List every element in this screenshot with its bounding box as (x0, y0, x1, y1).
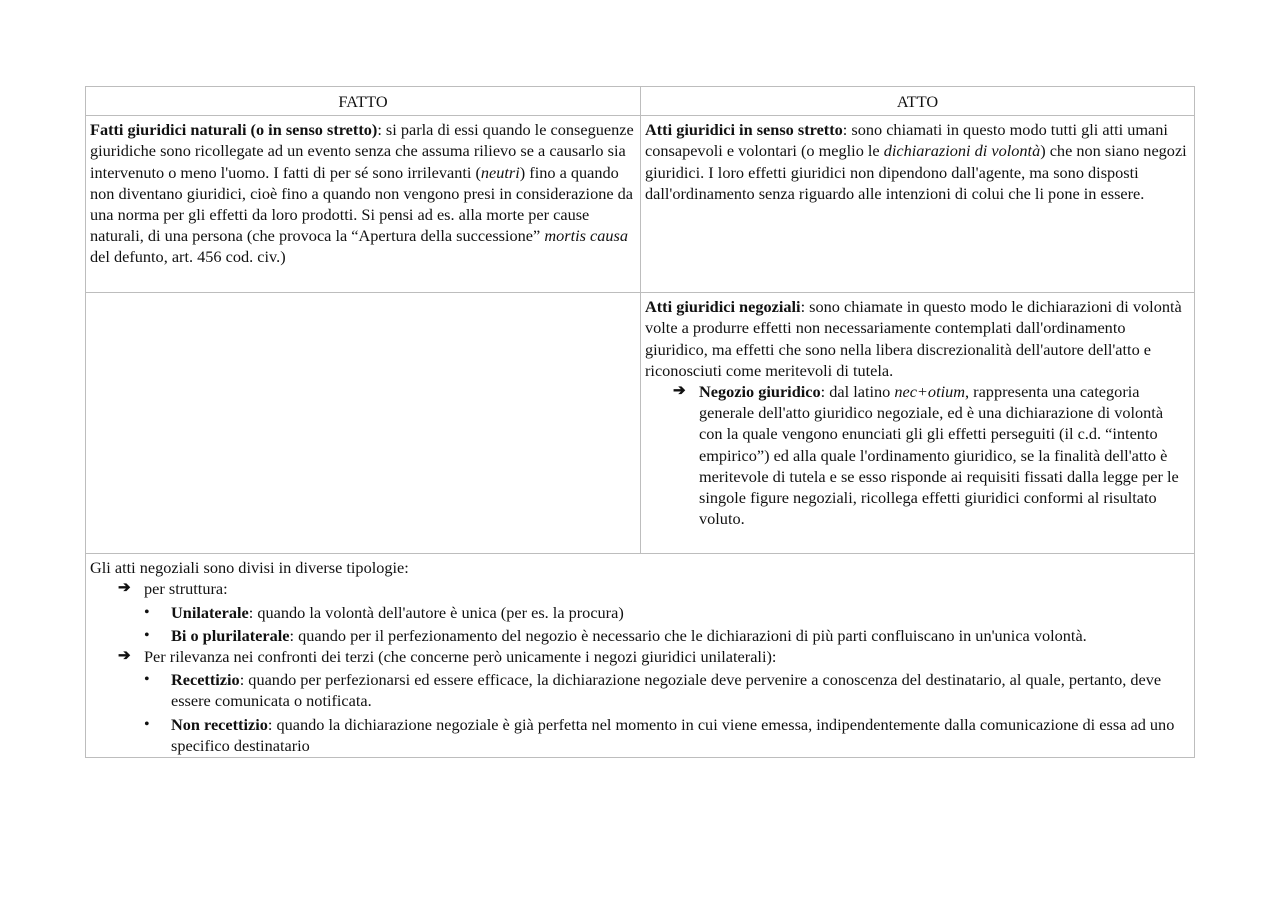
text-mortis-causa: mortis causa (544, 226, 629, 246)
group-rilevanza-label: Per rilevanza nei confronti dei terzi (che concerne però unicamente i negozi giuridici unilaterali): (144, 647, 777, 667)
text-fatti-1: : si parla di essi quando le conseguenze giuridiche sono ricollegate ad un evento senza che assuma rilievo se a causarlo sia intervenuto o meno l'uomo. I fatti di per sé sono irrilevanti ( (90, 120, 634, 182)
term-unilaterale: Unilaterale (171, 602, 249, 622)
text-plurilaterale: : quando per il perfezionamento del negozio è necessario che le dichiarazioni di più parti confluiscano in un'unica volontà. (289, 625, 1087, 645)
header-atto: ATTO (641, 87, 1195, 116)
text-nec-otium: nec+otium (894, 382, 966, 402)
arrow-icon: ➔ (118, 648, 131, 665)
text-atti-2: ) che non siano negozi giuridici. I loro effetti giuridici non dipendono dall'agente, ma sono disposti dall'ordinamento senza riguardo alle intenzioni di colui che li pone in essere. (645, 141, 1187, 203)
text-non-recettizio: : quando la dichiarazione negoziale è già perfetta nel momento in cui viene emessa, indipendentemente dalla comunicazione di essa ad uno specifico destinatario (171, 714, 1175, 755)
bullet-icon: • (144, 715, 150, 733)
cell-tipologie (86, 554, 1195, 758)
text-negozio-2: , rappresenta una categoria generale dell'atto giuridico negoziale, ed è una dichiarazione di volontà con la quale vengono enunciati gli gli effetti perseguiti (il c.d. “intento empirico”) ed alla quale l'ordinamento giuridico, se la finalità dell'atto è meritevole di tutela e se esso risponde ai requisiti fissati dalla legge per le singole figure negoziali, ricollega effetti giuridici conformi al risultato voluto. (699, 382, 1179, 529)
group-rilevanza (90, 646, 1190, 667)
row-fatti-naturali (86, 116, 1195, 293)
text-dichiarazioni: dichiarazioni di volontà (883, 141, 1041, 161)
term-recettizio: Recettizio (171, 670, 240, 690)
group-struttura (90, 578, 1190, 599)
term-plurilaterale: Bi o plurilaterale (171, 625, 290, 645)
term-atti-senso-stretto: Atti giuridici in senso stretto (645, 120, 843, 140)
item-non-recettizio (90, 714, 1190, 756)
header-row (86, 87, 1195, 116)
bullet-icon: • (144, 603, 150, 621)
text-negoziali-1: : sono chiamate in questo modo le dichiarazioni di volontà volte a produrre effetti non necessariamente contemplati dall'ordinamento giuridico, ma effetti che sono nella libera discrezionalità dell'autore dell'atto e riconosciuti come meritevoli di tutela. (645, 297, 1182, 380)
header-fatto: FATTO (86, 87, 641, 116)
cell-fatti-naturali (86, 116, 641, 293)
item-recettizio (90, 669, 1190, 711)
term-non-recettizio: Non recettizio (171, 714, 268, 734)
arrow-icon: ➔ (118, 580, 131, 597)
text-recettizio: : quando per perfezionarsi ed essere efficace, la dichiarazione negoziale deve pervenire a conoscenza del destinatario, al quale, pertanto, deve essere comunicata o notificata. (171, 670, 1162, 711)
item-unilaterale (90, 602, 1190, 623)
text-unilaterale: : quando la volontà dell'autore è unica (per es. la procura) (248, 602, 624, 622)
row-tipologie (86, 554, 1195, 758)
bullet-icon: • (144, 626, 150, 644)
arrow-icon: ➔ (673, 383, 686, 400)
item-plurilaterale (90, 625, 1190, 646)
group-struttura-label: per struttura: (144, 579, 228, 599)
text-fatti-3: del defunto, art. 456 cod. civ.) (90, 247, 286, 267)
cell-empty (86, 293, 641, 554)
term-atti-negoziali: Atti giuridici negoziali (645, 297, 801, 317)
fatto-atto-table (85, 86, 1195, 758)
text-neutri: neutri (480, 162, 520, 182)
text-atti-1: : sono chiamati in questo modo tutti gli atti umani consapevoli e volontari (o meglio le (645, 120, 1168, 161)
negozio-giuridico-item (645, 381, 1190, 529)
tipologie-intro: Gli atti negoziali sono divisi in diverse tipologie: (90, 558, 409, 578)
text-fatti-2: ) fino a quando non diventano giuridici, cioè fino a quando non vengono presi in considerazione da una norma per gli effetti da loro prodotti. Si pensi ad es. alla morte per cause naturali, di una persona (che provoca la “Apertura della successione” (90, 162, 634, 246)
cell-atti-senso-stretto (641, 116, 1195, 293)
row-atti-negoziali (86, 293, 1195, 554)
bullet-icon: • (144, 671, 150, 689)
text-negozio-1: : dal latino (820, 382, 895, 402)
cell-atti-negoziali (641, 293, 1195, 554)
term-negozio-giuridico: Negozio giuridico (699, 382, 821, 402)
term-fatti-naturali: Fatti giuridici naturali (o in senso stretto) (90, 120, 378, 140)
